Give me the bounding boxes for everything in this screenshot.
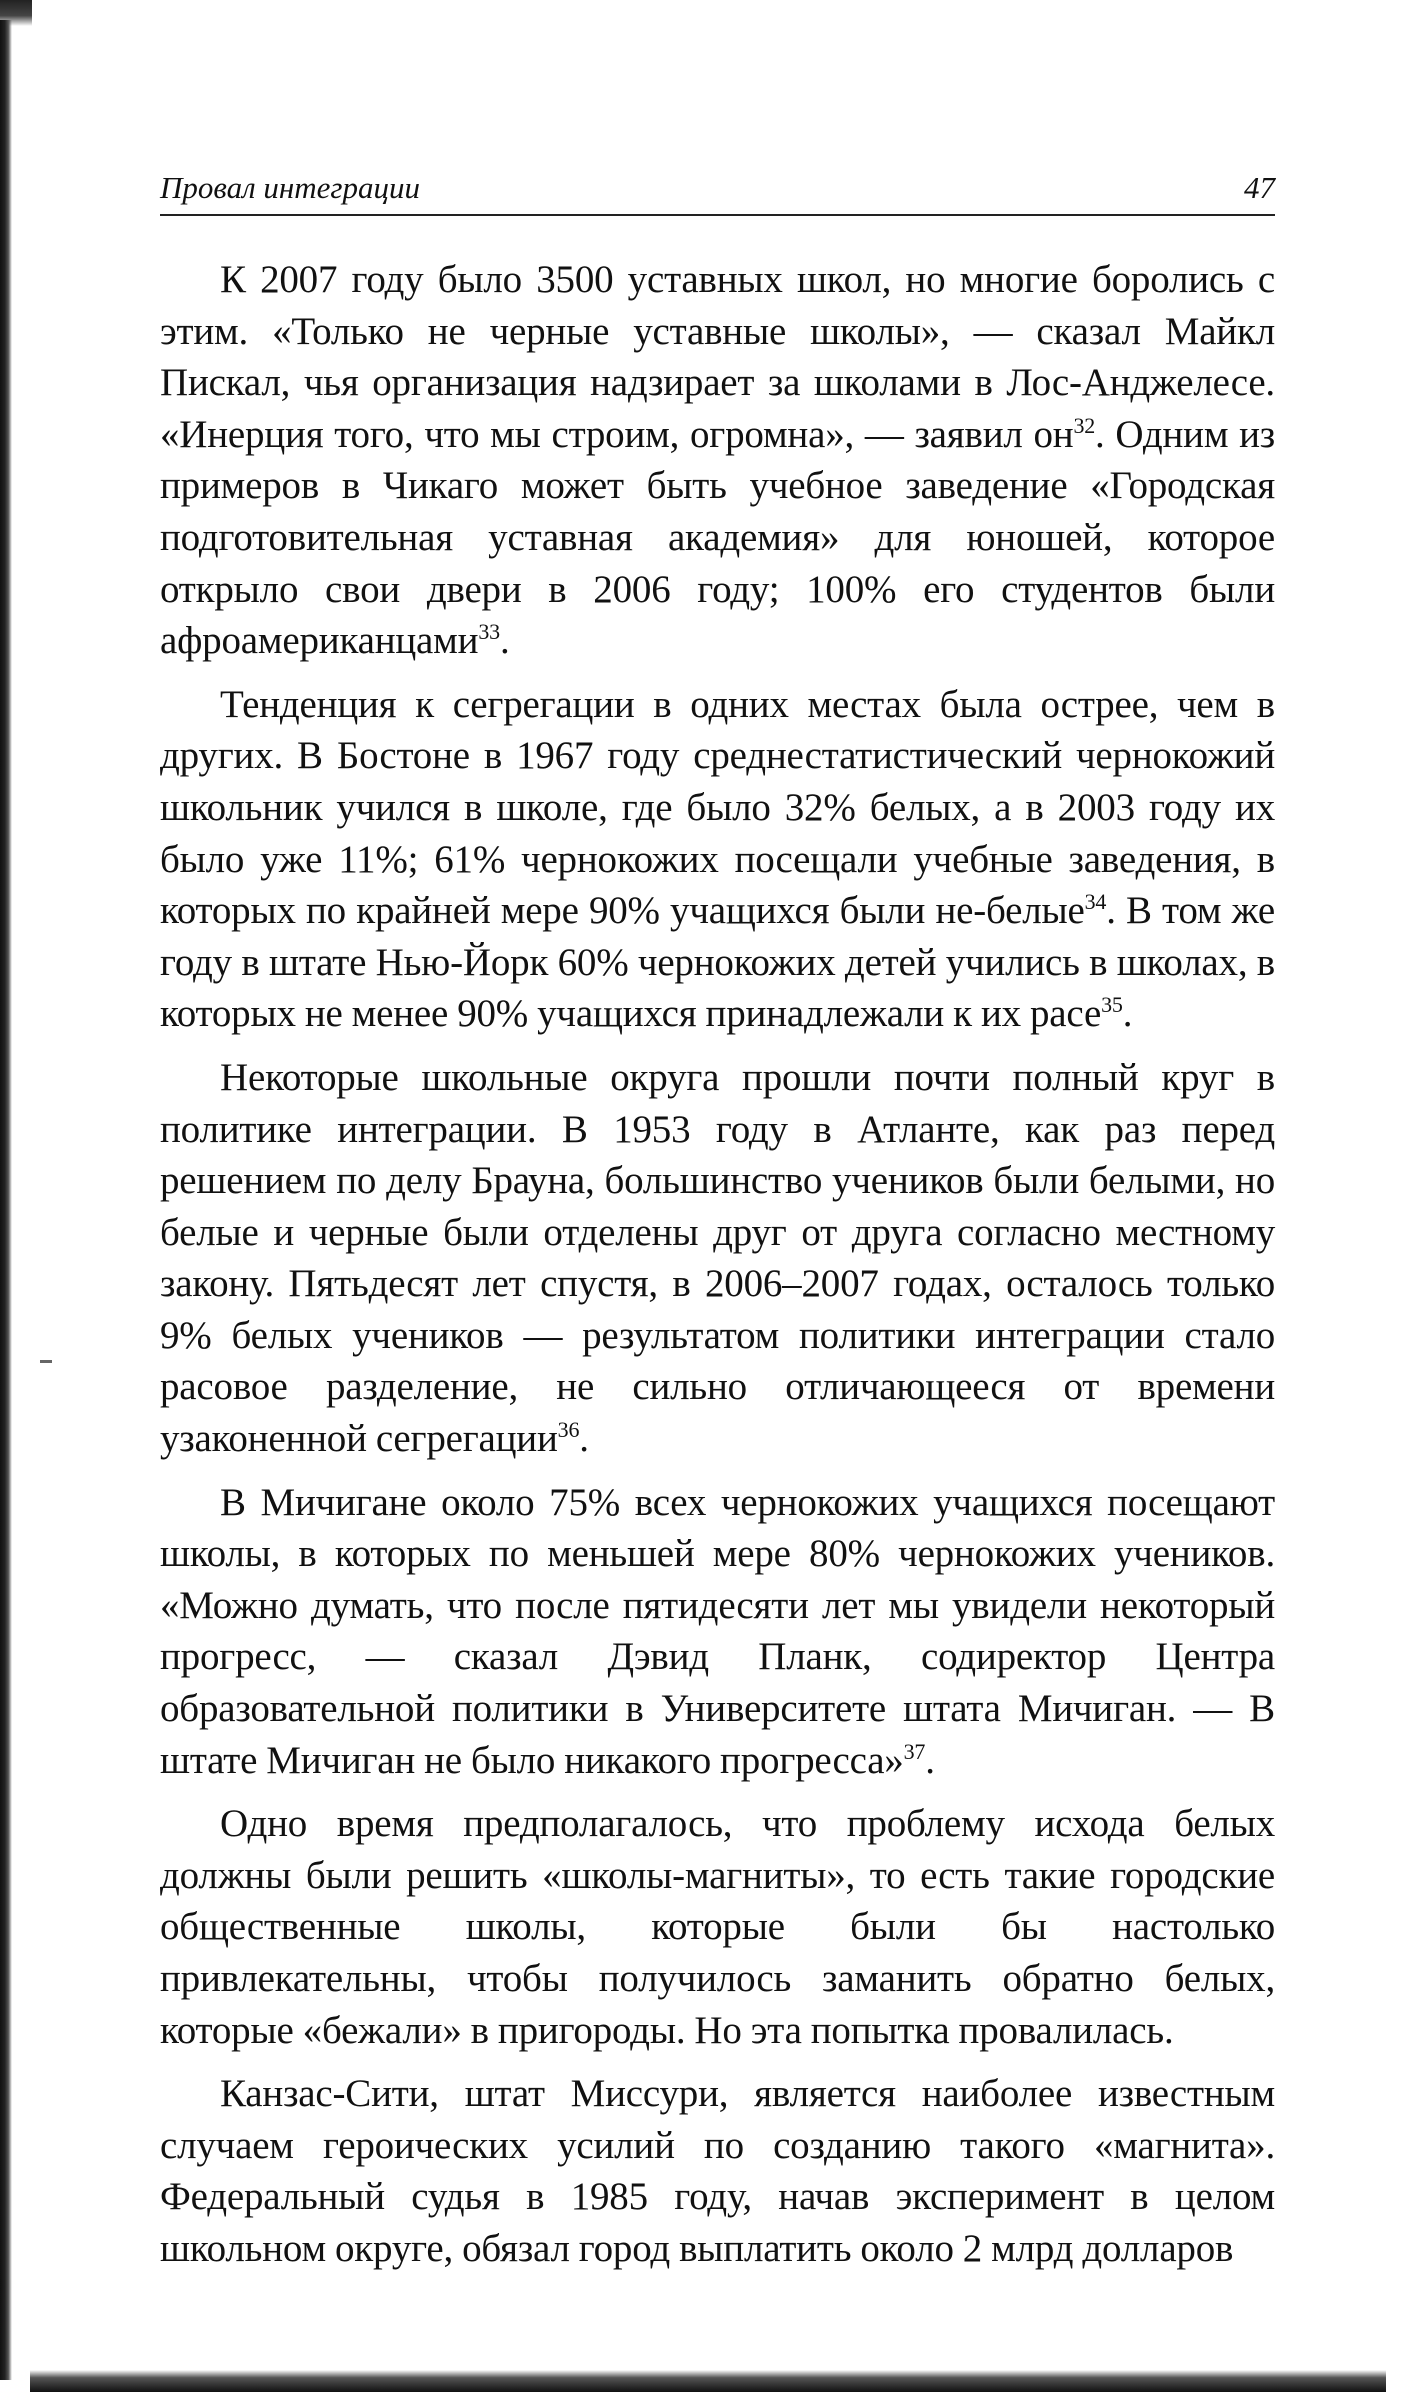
paragraph <box>160 1477 1275 1787</box>
page-number: 47 <box>1244 170 1275 205</box>
text-run: Некоторые школьные округа прошли почти полный круг в политике интеграции. В 1953 году в Атланте, как раз перед решением по делу Брауна, большинство учеников были белыми, но белые и черные были отделены друг от друга согласно местному закону. Пятьдесят лет спустя, в 2006–2007 годах, осталось только 9% белых учеников — результатом политики интеграции стало расовое разделение, не сильно отличающееся от времени узаконенной сегрегации <box>160 1055 1275 1461</box>
paragraph <box>160 254 1275 667</box>
text-run: К 2007 году было 3500 уставных школ, но многие боролись с этим. «Только не черные уставные школы», — сказал Майкл Пискал, чья организация надзирает за школами в Лос-Анджелесе. «Инерция того, что мы строим, огромна», — заявил он <box>160 258 1275 456</box>
scan-edge-left <box>0 20 12 2380</box>
scan-edge-bottom <box>30 2370 1386 2392</box>
text-run: Канзас-Сити, штат Миссури, является наиболее известным случаем героических усилий по созданию такого «магнита». Федеральный судья в 1985 году, начав эксперимент в целом школьном округе, обязал город выплатить около 2 млрд долларов <box>160 2072 1275 2270</box>
footnote-ref: 37 <box>903 1738 926 1764</box>
text-run: . Одним из примеров в Чикаго может быть учебное заведение «Городская подготовительная уставная академия» для юношей, которое открыло свои двери в 2006 году; 100% его студентов были афроамериканцами <box>160 412 1275 663</box>
text-run: Тенденция к сегрегации в одних местах была острее, чем в других. В Бостоне в 1967 году среднестатистический чернокожий школьник учился в школе, где было 32% белых, а в 2003 году их было уже 11%; 61% чернокожих посещали учебные заведения, в которых по крайней мере 90% учащихся были не-белые <box>160 682 1275 933</box>
footnote-ref: 34 <box>1084 889 1107 915</box>
paragraph <box>160 1052 1275 1465</box>
paragraph <box>160 1798 1275 2056</box>
text-run: В Мичигане около 75% всех чернокожих учащихся посещают школы, в которых по меньшей мере 80% чернокожих учеников. «Можно думать, что после пятидесяти лет мы увидели некоторый прогресс, — сказал Дэвид Планк, содиректор Центра образовательной политики в Университете штата Мичиган. — В штате Мичиган не было никакого прогресса» <box>160 1480 1275 1782</box>
paragraph <box>160 2068 1275 2274</box>
text-run: Одно время предполагалось, что проблему исхода белых должны были решить «школы-магниты», то есть такие городские общественные школы, которые были бы настолько привлекательны, чтобы получилось заманить обратно белых, которые «бежали» в пригороды. Но эта попытка провалилась. <box>160 1802 1275 2052</box>
text-run: . <box>1122 992 1133 1036</box>
footnote-ref: 36 <box>557 1417 580 1443</box>
footnote-ref: 33 <box>478 619 500 645</box>
text-run: . <box>579 1417 589 1461</box>
footnote-ref: 32 <box>1073 412 1096 438</box>
page-header <box>160 168 1275 216</box>
body-text <box>160 254 1275 2287</box>
text-run: . <box>499 619 510 663</box>
text-run: . <box>925 1738 935 1782</box>
text-run: . В том же году в штате Нью-Йорк 60% чернокожих детей учились в школах, в которых не менее 90% учащихся принадлежали к их расе <box>160 889 1275 1036</box>
running-title: Провал интеграции <box>160 170 421 205</box>
footnote-ref: 35 <box>1101 992 1123 1018</box>
margin-mark <box>40 1360 52 1363</box>
paragraph <box>160 679 1275 1040</box>
